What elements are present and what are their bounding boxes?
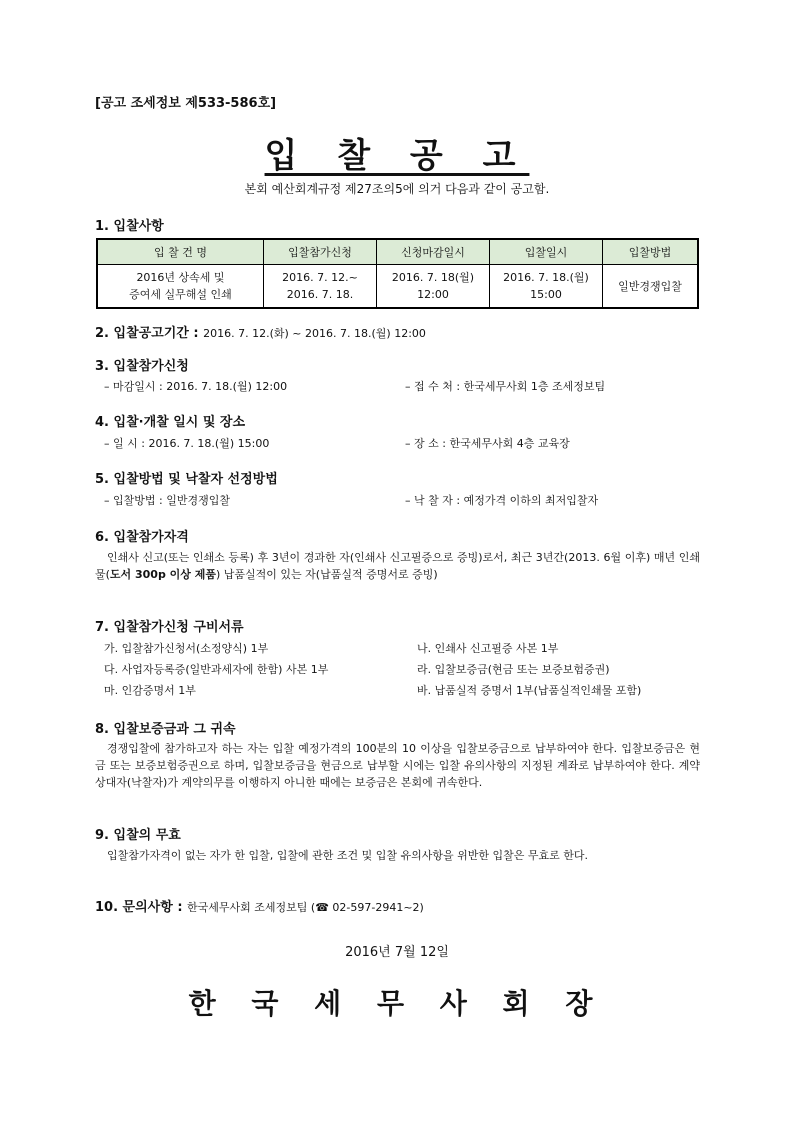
cell-application (264, 265, 377, 309)
cell-deadline-line2: 12:00 (417, 288, 449, 301)
list-item: 라. 입찰보증금(현금 또는 보증보험증권) (417, 663, 610, 676)
section-2-label: 2. 입찰공고기간 : (95, 326, 199, 341)
section-6-text-a: 인쇄사 신고(또는 인쇄소 등록) 후 3년이 경과한 자(인쇄사 신고필증으로 증빙)로서, 최근 3년간(2013. 6월 이후) 매년 인쇄물( (95, 551, 700, 581)
announcement-date: 2016년 7월 12일 (345, 945, 449, 960)
document-title (0, 128, 794, 177)
section-3-reception: – 접 수 처 : 한국세무사회 1층 조세정보팀 (405, 380, 606, 393)
col-header-bid-date: 입찰일시 (490, 239, 603, 265)
section-6-heading: 6. 입찰참가자격 (95, 530, 189, 545)
section-9-heading: 9. 입찰의 무효 (95, 828, 181, 843)
document-title-text: 입 찰 공 고 (264, 136, 530, 176)
issuer-signature: 한 국 세 무 사 회 장 (188, 987, 606, 1020)
section-6-text-bold: 도서 300p 이상 제품 (109, 568, 217, 581)
list-item: 다. 사업자등록증(일반과세자에 한함) 사본 1부 (104, 663, 329, 676)
list-item: 가. 입찰참가신청서(소정양식) 1부 (104, 642, 269, 655)
list-item: 나. 인쇄사 신고필증 사본 1부 (417, 642, 559, 655)
cell-item-name-line1: 2016년 상속세 및 (136, 271, 225, 284)
table-header-row (97, 239, 698, 265)
cell-item-name (97, 265, 264, 309)
section-2-heading (95, 322, 426, 341)
cell-application-line2: 2016. 7. 18. (286, 288, 354, 301)
section-6-text (95, 549, 700, 583)
section-3-heading: 3. 입찰참가신청 (95, 359, 189, 374)
section-5-winner: – 낙 찰 자 : 예정가격 이하의 최저입찰자 (405, 494, 599, 507)
section-4-heading: 4. 입찰·개찰 일시 및 장소 (95, 415, 246, 430)
section-9-text: 입찰참가자격이 없는 자가 한 입찰, 입찰에 관한 조건 및 입찰 유의사항을 위반한 입찰은 무효로 한다. (107, 849, 588, 862)
col-header-method: 입찰방법 (603, 239, 699, 265)
section-7-heading: 7. 입찰참가신청 구비서류 (95, 620, 244, 635)
section-3-deadline: – 마감일시 : 2016. 7. 18.(월) 12:00 (104, 380, 288, 393)
section-6-text-b: ) 납품실적이 있는 자(납품실적 증명서로 증빙) (216, 568, 438, 581)
cell-bid-date-line1: 2016. 7. 18.(월) (503, 271, 589, 284)
section-10-heading (95, 896, 424, 915)
cell-bid-date (490, 265, 603, 309)
list-item: 바. 납품실적 증명서 1부(납품실적인쇄물 포함) (417, 684, 642, 697)
section-2-value: 2016. 7. 12.(화) ~ 2016. 7. 18.(월) 12:00 (203, 327, 426, 340)
cell-application-line1: 2016. 7. 12.~ (282, 271, 358, 284)
section-10-value: 한국세무사회 조세정보팀 (☎ 02-597-2941~2) (187, 901, 424, 914)
bid-items-table (96, 238, 699, 309)
col-header-deadline: 신청마감일시 (377, 239, 490, 265)
section-5-method: – 입찰방법 : 일반경쟁입찰 (104, 494, 230, 507)
section-5-heading: 5. 입찰방법 및 낙찰자 선정방법 (95, 472, 278, 487)
section-1-heading: 1. 입찰사항 (95, 219, 164, 234)
cell-deadline-line1: 2016. 7. 18(월) (391, 271, 475, 284)
cell-item-name-line2: 증여세 실무해설 인쇄 (129, 288, 232, 301)
list-item: 마. 인감증명서 1부 (104, 684, 196, 697)
table-row (97, 265, 698, 309)
section-8-heading: 8. 입찰보증금과 그 귀속 (95, 722, 236, 737)
section-10-label: 10. 문의사항 : (95, 900, 183, 915)
cell-bid-date-line2: 15:00 (530, 288, 562, 301)
section-4-location: – 장 소 : 한국세무사회 4층 교육장 (405, 437, 570, 450)
section-4-datetime: – 일 시 : 2016. 7. 18.(월) 15:00 (104, 437, 270, 450)
intro-statement: 본회 예산회계규정 제27조의5에 의거 다음과 같이 공고함. (244, 182, 550, 196)
col-header-application: 입찰참가신청 (264, 239, 377, 265)
col-header-item-name: 입 찰 건 명 (97, 239, 264, 265)
notice-reference-number: [공고 조세정보 제533-586호] (95, 96, 277, 111)
cell-method: 일반경쟁입찰 (603, 265, 699, 309)
section-8-text: 경쟁입찰에 참가하고자 하는 자는 입찰 예정가격의 100분의 10 이상을 입찰보증금으로 납부하여야 한다. 입찰보증금은 현금 또는 보증보험증권으로 하며, 입찰보증금을 현금으로 납부할 시에는 입찰 유의사항의 지정된 계좌로 납부하여야 한다. 계약상대자(낙찰자)가 계약의무를 이행하지 아니한 때에는 보증금은 본회에 귀속한다. (95, 742, 700, 789)
cell-deadline (377, 265, 490, 309)
